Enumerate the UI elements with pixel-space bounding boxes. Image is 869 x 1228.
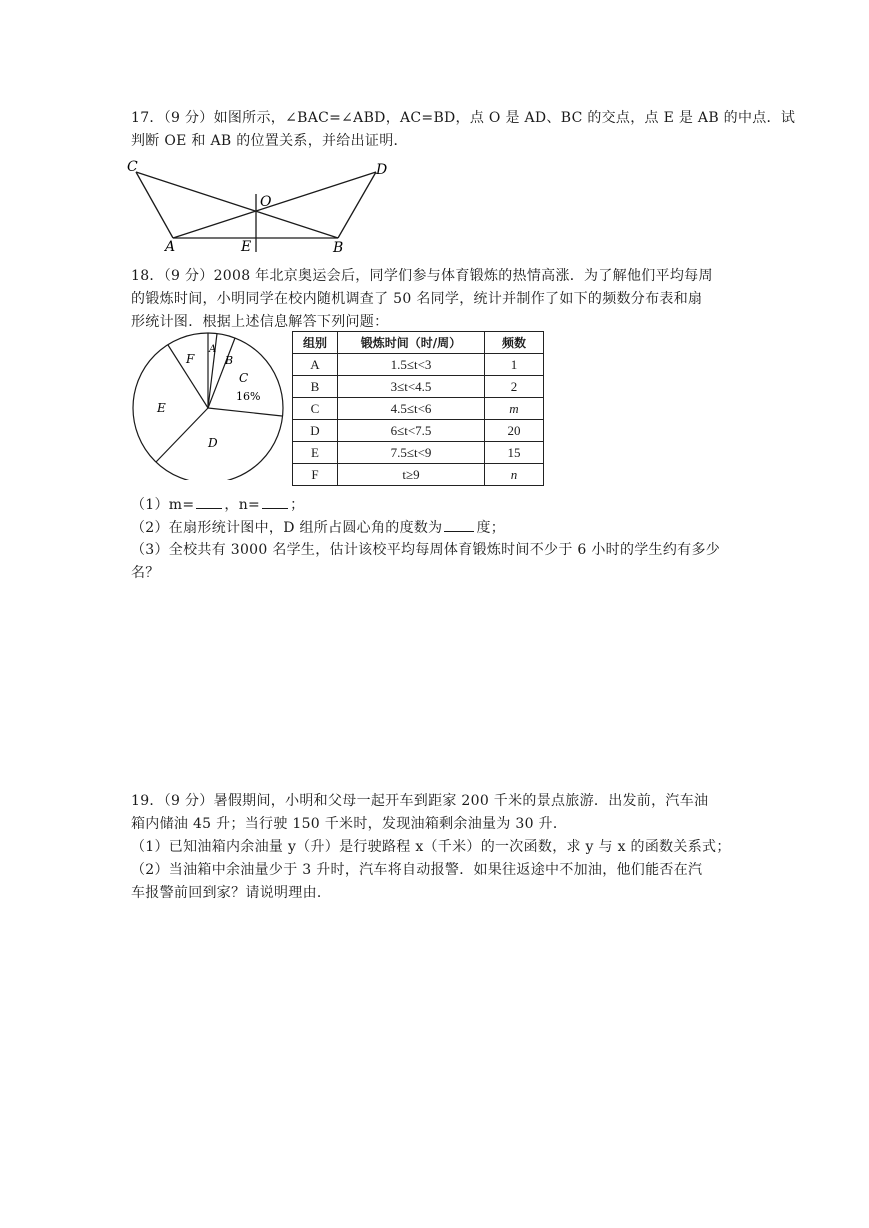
table-cell: m (485, 398, 544, 420)
table-cell: 6≤t<7.5 (338, 420, 485, 442)
q18-sub1 (131, 494, 304, 515)
pie-label-E: E (157, 401, 166, 415)
q18-sub3-line-1: （3）全校共有 3000 名学生，估计该校平均每周体育锻炼时间不少于 6 小时的学生约有多少 (131, 542, 721, 558)
q17-line-2: 判断 OE 和 AB 的位置关系，并给出证明． (131, 133, 408, 149)
q18-sub1-prefix: （1）m= (131, 497, 195, 513)
q17-line-1: 17．（9 分）如图所示，∠BAC=∠ABD，AC=BD，点 O 是 AD、BC 的交点，点 E 是 AB 的中点．试 (131, 110, 796, 126)
q18-sub2-suffix: 度； (476, 520, 506, 536)
label-C: C (127, 159, 138, 175)
q17-geometry-figure (125, 158, 395, 258)
q19-line-4: （2）当油箱中余油量少于 3 升时，汽车将自动报警．如果往返途中不加油，他们能否在汽 (131, 862, 703, 878)
table-cell: B (293, 376, 338, 398)
q19-line-1: 19．（9 分）暑假期间，小明和父母一起开车到距家 200 千米的景点旅游．出发前，汽车油 (131, 793, 709, 809)
q18-sub1-mid: ，n= (224, 497, 261, 513)
q18-sub2-prefix: （2）在扇形统计图中，D 组所占圆心角的度数为 (131, 520, 443, 536)
table-row (293, 376, 544, 398)
q18-line-3: 形统计图．根据上述信息解答下列问题： (131, 314, 389, 330)
table-row (293, 464, 544, 486)
table-cell: 1 (485, 354, 544, 376)
table-header: 频数 (485, 332, 544, 354)
q18-sub1-suffix: ； (290, 497, 305, 513)
table-row (293, 442, 544, 464)
q18-pie-chart (128, 332, 288, 480)
table-row (293, 354, 544, 376)
answer-blank-n[interactable] (262, 494, 288, 509)
pie-label-F: F (186, 352, 195, 366)
label-D: D (376, 162, 388, 178)
q18-line-2: 的锻炼时间，小明同学在校内随机调查了 50 名同学，统计并制作了如下的频数分布表和扇 (131, 291, 703, 307)
label-A: A (165, 239, 176, 255)
pie-label-A: A (209, 344, 217, 355)
table-header: 锻炼时间（时/周） (338, 332, 485, 354)
pie-label-C: C (239, 371, 249, 385)
label-B: B (333, 240, 344, 256)
label-O: O (260, 194, 272, 210)
q18-sub2 (131, 517, 505, 538)
table-cell: 15 (485, 442, 544, 464)
q19-line-5: 车报警前回到家？请说明理由． (131, 885, 332, 901)
table-cell: 2 (485, 376, 544, 398)
table-cell: A (293, 354, 338, 376)
label-E: E (241, 239, 252, 255)
table-cell: 3≤t<4.5 (338, 376, 485, 398)
pie-label-B: B (225, 354, 234, 367)
table-header: 组别 (293, 332, 338, 354)
q18-sub3-line-2: 名？ (131, 565, 160, 581)
answer-blank-degree[interactable] (444, 517, 474, 532)
q18-line-1: 18．（9 分）2008 年北京奥运会后，同学们参与体育锻炼的热情高涨．为了解他们平均每周 (131, 268, 713, 284)
table-cell: C (293, 398, 338, 420)
pie-label-D: D (208, 436, 218, 450)
table-cell: E (293, 442, 338, 464)
table-cell: F (293, 464, 338, 486)
table-cell: 7.5≤t<9 (338, 442, 485, 464)
table-cell: n (485, 464, 544, 486)
table-cell: 4.5≤t<6 (338, 398, 485, 420)
q19-line-2: 箱内储油 45 升；当行驶 150 千米时，发现油箱剩余油量为 30 升． (131, 816, 568, 832)
table-row (293, 420, 544, 442)
table-cell: D (293, 420, 338, 442)
answer-blank-m[interactable] (196, 494, 222, 509)
table-cell: 20 (485, 420, 544, 442)
table-cell: 1.5≤t<3 (338, 354, 485, 376)
q19-line-3: （1）已知油箱内余油量 y（升）是行驶路程 x（千米）的一次函数，求 y 与 x 的函数关系式； (131, 839, 731, 855)
q18-frequency-table (292, 331, 544, 486)
table-header-row (293, 332, 544, 354)
table-cell: t≥9 (338, 464, 485, 486)
table-row (293, 398, 544, 420)
pie-label-c-percent: 16% (236, 390, 261, 403)
